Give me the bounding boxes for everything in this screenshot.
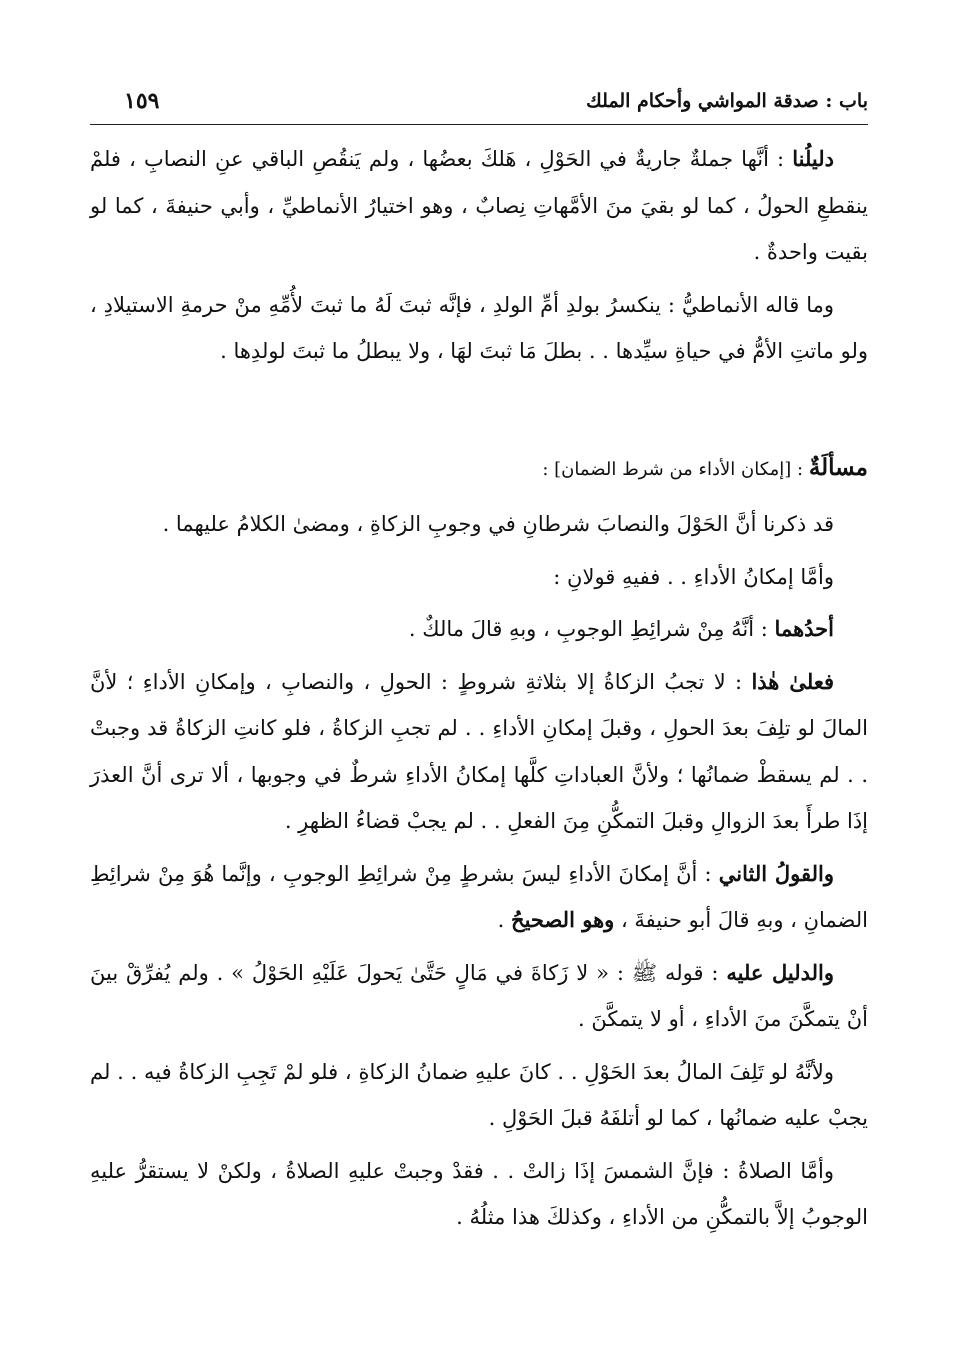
paragraph xyxy=(90,1049,868,1142)
paragraph xyxy=(90,606,868,653)
paragraph-text: : قوله ﷺ : « لا زَكاةَ في مَالٍ حَتَّىٰ يَحولَ عَلَيْهِ الحَوْلُ » . ولم يُفرِّقْ بينَ أنْ يتمكَّنَ منَ الأداءِ ، أو لا يتمكَّنَ . xyxy=(90,960,868,1031)
second-opinion-paragraph xyxy=(90,851,868,944)
paragraph xyxy=(90,659,868,845)
paragraph-lead: دليلُنا xyxy=(792,146,834,171)
masala-title: : [إمكان الأداء من شرط الضمان] : xyxy=(542,458,809,480)
paragraph xyxy=(90,501,868,548)
paragraph-lead: فعلىٰ هٰذا xyxy=(751,668,834,694)
paragraph xyxy=(90,554,868,601)
paragraph-text: وأمَّا إمكانُ الأداءِ . . ففيهِ قولانِ : xyxy=(553,564,834,589)
paragraph-tail: . xyxy=(497,908,512,932)
paragraph xyxy=(90,282,868,375)
paragraph-text: ولأنَّهُ لو تَلِفَ المالُ بعدَ الحَوْلِ . . كانَ عليهِ ضمانُ الزكاةِ ، فلو لمْ تَجِبِ الزكاةُ فيه . . لم يجبْ عليه ضمانُها ، كما لو أتلفَهُ قبلَ الحَوْلِ . xyxy=(90,1059,868,1130)
evidence-paragraph xyxy=(90,950,868,1043)
paragraph-lead: والدليل عليه xyxy=(726,959,834,985)
page-number: ١٥٩ xyxy=(124,88,160,114)
paragraph-text: : أنَّهُ مِنْ شرائِطِ الوجوبِ ، وبهِ قالَ مالكٌ . xyxy=(408,617,775,641)
paragraph-lead: والقولُ الثاني xyxy=(718,860,834,886)
paragraph-lead: أحدُهما xyxy=(774,616,834,641)
running-title: باب : صدقة المواشي وأحكام الملك xyxy=(586,90,868,112)
emphasis-text: وهو الصحيحُ xyxy=(511,907,615,932)
paragraph-text: وأمَّا الصلاةُ : فإنَّ الشمسَ إذَا زالتْ . . فقدْ وجبتْ عليهِ الصلاةُ ، ولكنْ لا يستقرُّ عليهِ الوجوبُ إلاَّ بالتمكُّنِ من الأداءِ ، وكذلكَ هذا مثلُهُ . xyxy=(90,1158,868,1229)
page-header xyxy=(90,84,868,125)
paragraph xyxy=(90,136,868,276)
paragraph-text: : أنَّ إمكانَ الأداءِ ليسَ بشرطٍ مِنْ شرائِطِ الوجوبِ ، وإنَّما هُوَ مِنْ شرائِطِ الضمانِ ، وبهِ قالَ أبو حنيفةَ ، xyxy=(90,861,868,932)
masala-heading xyxy=(90,445,868,494)
paragraph-text: : لا تجبُ الزكاةُ إلا بثلاثةِ شروطٍ : الحولِ ، والنصابِ ، وإمكانِ الأداءِ ؛ لأنَّ المالَ لو تلِفَ بعدَ الحولِ ، وقبلَ إمكانِ الأداءِ . . لم تجبِ الزكاةُ ، فلو كانتِ الزكاةُ قد وجبتْ . . لم يسقطْ ضمانُها ؛ ولأنَّ العباداتِ كلَّها إمكانُ الأداءِ شرطٌ في وجوبها ، ألا ترى أنَّ العذرَ إذَا طرأَ بعدَ الزوالِ وقبلَ التمكُّنِ مِنَ الفعلِ . . لم يجبْ قضاءُ الظهرِ . xyxy=(90,669,868,833)
paragraph xyxy=(90,1148,868,1241)
masala-label: مسألَةٌ xyxy=(808,453,868,481)
paragraph-text: قد ذكرنا أنَّ الحَوْلَ والنصابَ شرطانِ في وجوبِ الزكاةِ ، ومضىٰ الكلامُ عليهما . xyxy=(162,512,834,536)
page-body xyxy=(90,136,868,1247)
paragraph-text: : أنَّها جملةٌ جاريةٌ في الحَوْلِ ، هَلكَ بعضُها ، ولم يَنقُصِ الباقي عنِ النصابِ ، فلمْ ينقطعِ الحولُ ، كما لو بقيَ منَ الأمَّهاتِ نِصابٌ ، وهو اختيارُ الأنماطيِّ ، وأبي حنيفةَ ، كما لو بقيت واحدةٌ . xyxy=(90,147,868,264)
paragraph-text: وما قاله الأنماطيُّ : ينكسرُ بولدِ أمِّ الولدِ ، فإنَّه ثبتَ لَهُ ما ثبتَ لأُمِّهِ منْ حرمةِ الاستيلادِ ، ولو ماتتِ الأمُّ في حياةِ سيِّدها . . بطلَ مَا ثبتَ لهَا ، ولا يبطلُ ما ثبتَ لولدِها . xyxy=(90,292,868,363)
